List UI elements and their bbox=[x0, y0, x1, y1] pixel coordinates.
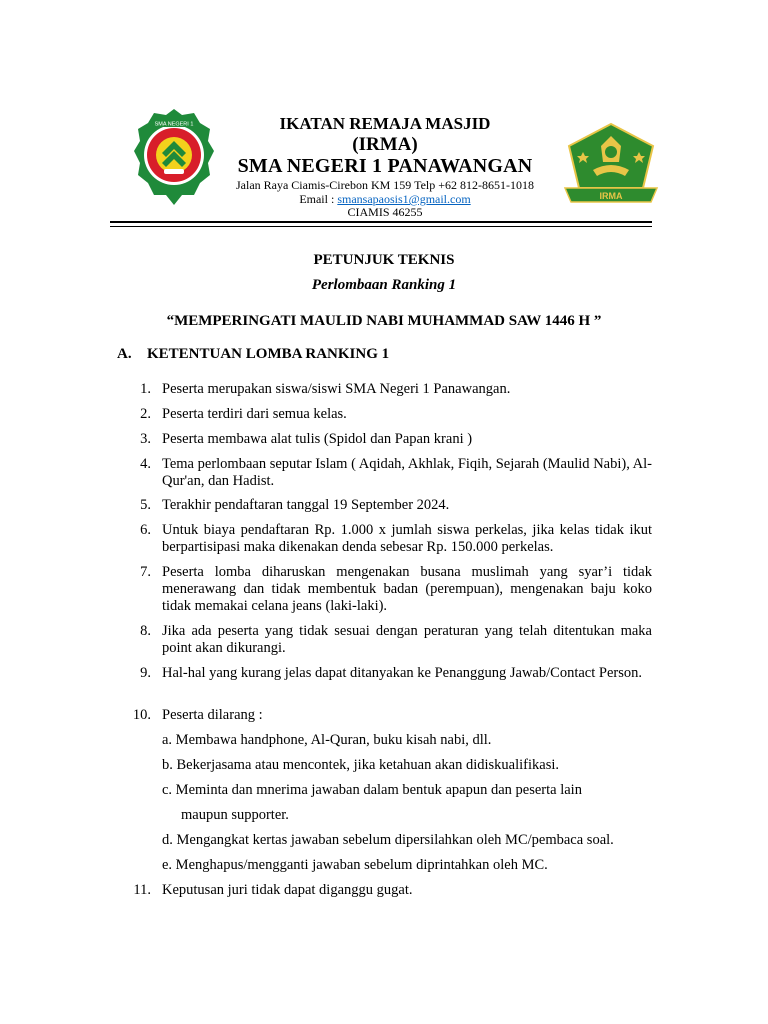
org-line2: (IRMA) bbox=[352, 134, 418, 155]
city: CIAMIS 46255 bbox=[347, 205, 423, 219]
item-number: 3. bbox=[140, 431, 151, 447]
item-text: Jika ada peserta yang tidak sesuai dengan peraturan yang telah ditentukan maka point akan dikurangi. bbox=[162, 623, 652, 656]
email-label: Email : bbox=[299, 192, 338, 206]
item-text: Peserta terdiri dari semua kelas. bbox=[162, 406, 347, 422]
school-logo-text: SMA NEGERI 1 bbox=[154, 121, 194, 128]
sub-item-continuation: maupun supporter. bbox=[181, 807, 289, 823]
item-text: Peserta dilarang : bbox=[162, 707, 263, 723]
item-text: Keputusan juri tidak dapat diganggu gugat. bbox=[162, 882, 413, 898]
item-number: 11. bbox=[133, 882, 151, 898]
sub-item: a. Membawa handphone, Al-Quran, buku kisah nabi, dll. bbox=[162, 732, 492, 748]
item-number: 6. bbox=[140, 522, 151, 538]
sub-item: b. Bekerjasama atau mencontek, jika ketahuan akan didiskualifikasi. bbox=[162, 757, 560, 773]
school-name: SMA NEGERI 1 PANAWANGAN bbox=[237, 155, 533, 177]
sub-item: d. Mengangkat kertas jawaban sebelum dipersilahkan oleh MC/pembaca soal. bbox=[162, 832, 614, 848]
item-text: Hal-hal yang kurang jelas dapat ditanyakan ke Penanggung Jawab/Contact Person. bbox=[162, 665, 642, 681]
email-link[interactable]: smansapaosis1@gmail.com bbox=[337, 192, 471, 206]
item-text: Peserta membawa alat tulis (Spidol dan Papan krani ) bbox=[162, 431, 473, 447]
irma-logo bbox=[563, 122, 659, 204]
item-number: 2. bbox=[140, 406, 151, 422]
item-text: Terakhir pendaftaran tanggal 19 September 2024. bbox=[162, 497, 450, 513]
item-number: 4. bbox=[140, 456, 151, 472]
sub-item: c. Meminta dan mnerima jawaban dalam bentuk apapun dan peserta lain bbox=[162, 782, 582, 798]
irma-logo-text: IRMA bbox=[599, 191, 623, 201]
address: Jalan Raya Ciamis-Cirebon KM 159 Telp +62 812-8651-1018 bbox=[235, 178, 534, 192]
section-title: KETENTUAN LOMBA RANKING 1 bbox=[147, 346, 390, 362]
sub-item: e. Menghapus/mengganti jawaban sebelum diprintahkan oleh MC. bbox=[162, 857, 548, 873]
doc-title: PETUNJUK TEKNIS bbox=[313, 252, 455, 268]
item-text: Peserta lomba diharuskan mengenakan busana muslimah yang syar’i tidak menerawang dan tidak membentuk badan (perempuan), mengenakan baju koko tidak memakai celana jeans (laki-laki). bbox=[162, 564, 652, 614]
item-number: 8. bbox=[140, 623, 151, 639]
org-line1: IKATAN REMAJA MASJID bbox=[279, 114, 491, 133]
item-text: Untuk biaya pendaftaran Rp. 1.000 x jumlah siswa perkelas, jika kelas tidak ikut berpartisipasi maka dikenakan denda sebesar Rp. 150.000 perkelas. bbox=[162, 522, 652, 555]
header-rule-thin bbox=[110, 226, 652, 227]
header-rule-thick bbox=[110, 221, 652, 223]
doc-subtitle: Perlombaan Ranking 1 bbox=[311, 277, 457, 293]
item-text: Peserta merupakan siswa/siswi SMA Negeri 1 Panawangan. bbox=[162, 381, 511, 397]
section-heading bbox=[117, 346, 389, 363]
doc-theme: “MEMPERINGATI MAULID NABI MUHAMMAD SAW 1446 H ” bbox=[166, 313, 602, 329]
item-text: Tema perlombaan seputar Islam ( Aqidah, Akhlak, Fiqih, Sejarah (Maulid Nabi), Al-Qur'an, dan Hadist. bbox=[162, 456, 652, 489]
section-letter: A. bbox=[117, 346, 132, 362]
item-number: 10. bbox=[132, 707, 151, 723]
item-number: 1. bbox=[140, 381, 151, 397]
item-number: 5. bbox=[140, 497, 151, 513]
item-number: 7. bbox=[140, 564, 151, 580]
item-number: 9. bbox=[140, 665, 151, 681]
